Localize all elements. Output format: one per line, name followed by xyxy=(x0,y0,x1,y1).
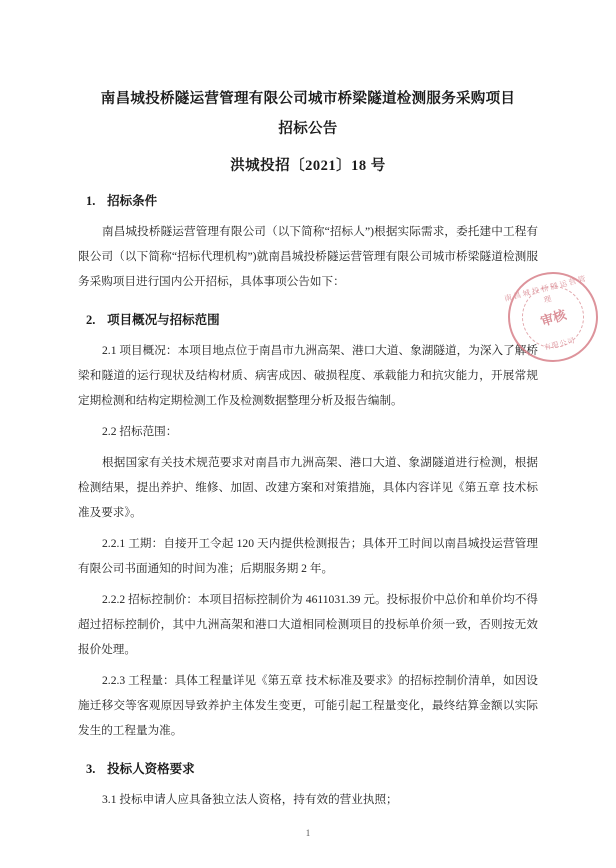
seal-bottom-text: 有限公司 xyxy=(543,336,577,352)
document-title-line-2: 招标公告 xyxy=(278,121,338,137)
section-2-number: 2. xyxy=(86,313,96,327)
section-3-title: 投标人资格要求 xyxy=(107,762,195,776)
section-2-paragraph-2: 2.2 招标范围： xyxy=(102,425,178,438)
page-number: 1 xyxy=(305,828,311,838)
section-1-heading xyxy=(78,191,538,211)
section-3-heading xyxy=(78,759,538,779)
section-3 xyxy=(78,759,538,812)
document-body xyxy=(78,84,538,812)
section-1-paragraph-1: 南昌城投桥隧运营管理有限公司（以下简称“招标人”)根据实际需求，委托建中工程有限公司（以下简称“招标代理机构”)就南昌城投桥隧运营管理有限公司城市桥梁隧道检测服务采购项目进行国内公开招标，具体事项公告如下： xyxy=(78,225,538,288)
section-2-title: 项目概况与招标范围 xyxy=(107,313,220,327)
section-2-paragraph-3: 根据国家有关技术规范要求对南昌市九洲高架、港口大道、象湖隧道进行检测，根据检测结果，提出养护、维修、加固、改建方案和对策措施，具体内容详见《第五章 技术标准及要求》。 xyxy=(78,456,538,519)
section-3-number: 3. xyxy=(86,762,96,776)
page-title xyxy=(78,84,538,144)
seal-arc-text: 南昌城投桥隧运营管理 xyxy=(503,273,589,305)
section-1-title: 招标条件 xyxy=(107,194,158,208)
section-1-number: 1. xyxy=(86,194,96,208)
section-1 xyxy=(78,191,538,294)
seal-center-text: 审核 xyxy=(538,306,568,330)
section-2-paragraph-1: 2.1 项目概况：本项目地点位于南昌市九洲高架、港口大道、象湖隧道，为深入了解桥梁和隧道的运行现状及结构材质、病害成因、破损程度、承载能力和抗灾能力，开展常规定期检测和结构定期检测工作及检测数据整理分析及报告编制。 xyxy=(78,344,538,407)
section-2-heading xyxy=(78,310,538,330)
section-2-paragraph-6: 2.2.3 工程量：具体工程量详见《第五章 技术标准及要求》的招标控制价清单，如因设施迁移交等客观原因导致养护主体发生变更，可能引起工程量变化，最终结算金额以实际发生的工程量为准。 xyxy=(78,674,538,737)
section-3-paragraph-1: 3.1 投标申请人应具备独立法人资格，持有效的营业执照； xyxy=(102,793,398,806)
section-2-paragraph-4: 2.2.1 工期：自接开工令起 120 天内提供检测报告；具体开工时间以南昌城投运营管理有限公司书面通知的时间为准；后期服务期 2 年。 xyxy=(78,537,538,575)
document-number: 洪城投招〔2021〕18 号 xyxy=(230,158,386,174)
document-title-line-1: 南昌城投桥隧运营管理有限公司城市桥梁隧道检测服务采购项目 xyxy=(100,91,516,107)
section-2-paragraph-5: 2.2.2 招标控制价：本项目招标控制价为 4611031.39 元。投标报价中总价和单价均不得超过招标控制价，其中九洲高架和港口大道相同检测项目的投标单价须一致，否则按无效报价处理。 xyxy=(78,593,538,656)
section-2 xyxy=(78,310,538,743)
